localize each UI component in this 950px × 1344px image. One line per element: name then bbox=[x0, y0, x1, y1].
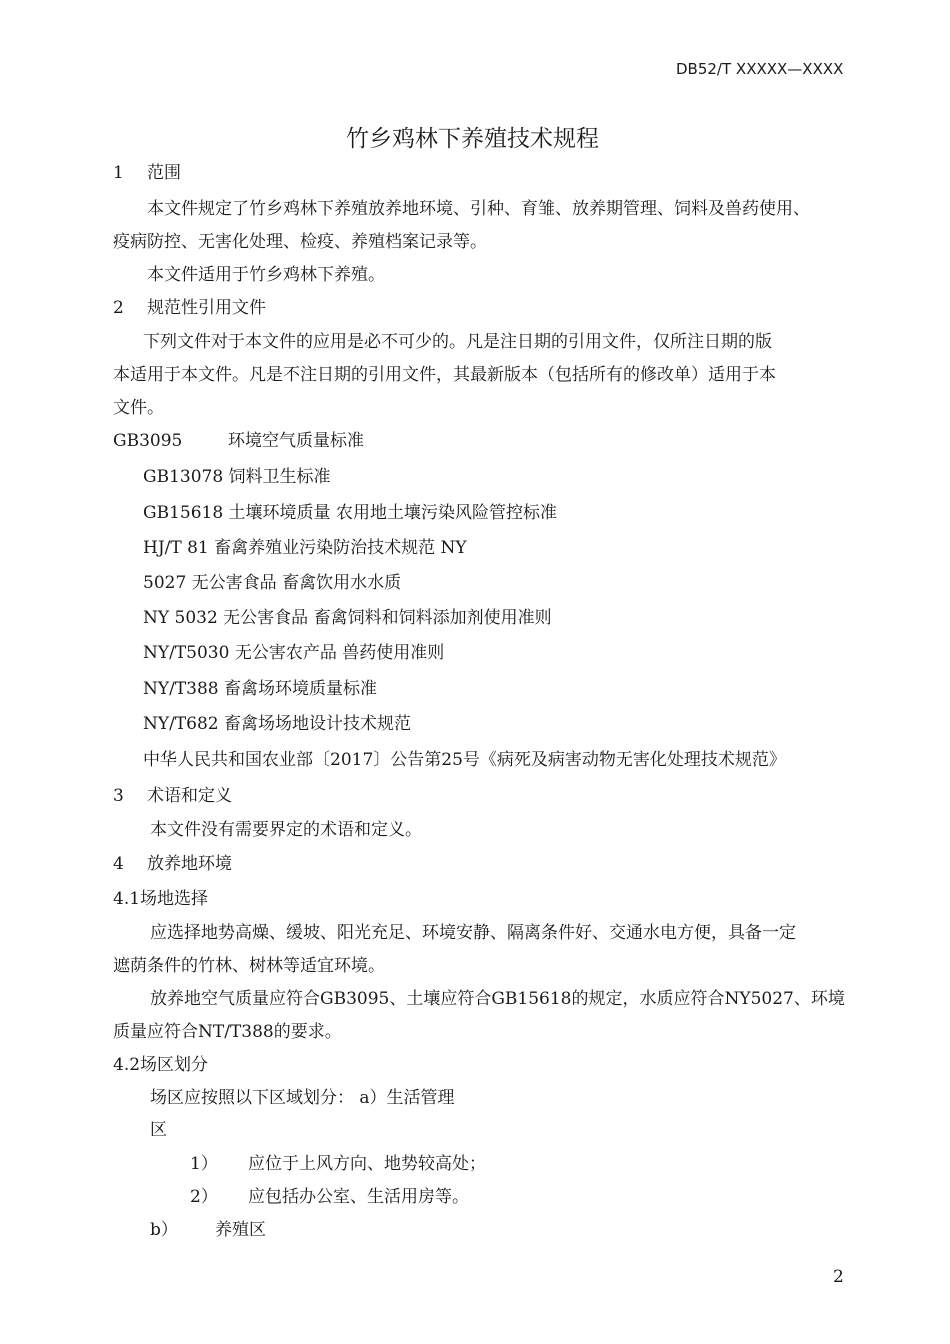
list-item-text: 应位于上风方向、地势较高处； bbox=[248, 1154, 486, 1174]
reference-item: 中华人民共和国农业部〔2017〕公告第25号《病死及病害动物无害化处理技术规范》 bbox=[143, 750, 786, 770]
list-item-text: 养殖区 bbox=[215, 1220, 266, 1240]
reference-item: NY/T388 畜禽场环境质量标准 bbox=[143, 679, 378, 699]
reference-code: GB3095 bbox=[113, 431, 183, 451]
section-2-title: 规范性引用文件 bbox=[147, 298, 266, 318]
list-item-text: 应包括办公室、生活用房等。 bbox=[248, 1187, 469, 1207]
reference-item: NY/T682 畜禽场场地设计技术规范 bbox=[143, 714, 412, 734]
paragraph: 本适用于本文件。凡是不注日期的引用文件，其最新版本（包括所有的修改单）适用于本 bbox=[113, 365, 776, 385]
section-3-number: 3 bbox=[113, 786, 124, 806]
list-item-number: b） bbox=[150, 1220, 178, 1240]
paragraph: 本文件适用于竹乡鸡林下养殖。 bbox=[147, 265, 385, 285]
reference-item: NY 5032 无公害食品 畜禽饲料和饲料添加剂使用准则 bbox=[143, 608, 552, 628]
paragraph: 应选择地势高燥、缓坡、阳光充足、环境安静、隔离条件好、交通水电方便，具备一定 bbox=[150, 923, 796, 943]
list-item-number: 1） bbox=[190, 1154, 218, 1174]
section-3-title: 术语和定义 bbox=[147, 786, 232, 806]
paragraph: 下列文件对于本文件的应用是必不可少的。凡是注日期的引用文件，仅所注日期的版 bbox=[143, 332, 772, 352]
paragraph: 放养地空气质量应符合GB3095、土壤应符合GB15618的规定，水质应符合NY5027、环境 bbox=[150, 989, 845, 1009]
paragraph: 场区应按照以下区域划分： a）生活管理 bbox=[150, 1088, 455, 1108]
paragraph: 文件。 bbox=[113, 398, 164, 418]
document-title: 竹乡鸡林下养殖技术规程 bbox=[346, 126, 599, 152]
paragraph: 遮荫条件的竹林、树林等适宜环境。 bbox=[113, 956, 385, 976]
section-4-number: 4 bbox=[113, 854, 124, 874]
reference-item: NY/T5030 无公害农产品 兽药使用准则 bbox=[143, 643, 445, 663]
paragraph: 本文件没有需要界定的术语和定义。 bbox=[150, 820, 422, 840]
reference-item: GB13078 饲料卫生标准 bbox=[143, 467, 331, 487]
paragraph: 区 bbox=[150, 1120, 167, 1140]
page-number: 2 bbox=[833, 1267, 844, 1287]
subsection-4-1-title: 4.1场地选择 bbox=[113, 889, 209, 909]
page-header-code: DB52/T XXXXX—XXXX bbox=[676, 60, 844, 78]
reference-item: GB15618 土壤环境质量 农用地土壤污染风险管控标准 bbox=[143, 503, 557, 523]
reference-item: 5027 无公害食品 畜禽饮用水水质 bbox=[143, 573, 402, 593]
section-1-title: 范围 bbox=[147, 163, 181, 183]
list-item-number: 2） bbox=[190, 1187, 218, 1207]
paragraph: 质量应符合NT/T388的要求。 bbox=[113, 1022, 342, 1042]
reference-name: 环境空气质量标准 bbox=[228, 431, 364, 451]
section-1-number: 1 bbox=[113, 163, 124, 183]
section-4-title: 放养地环境 bbox=[147, 854, 232, 874]
section-2-number: 2 bbox=[113, 298, 124, 318]
reference-item: HJ/T 81 畜禽养殖业污染防治技术规范 NY bbox=[143, 538, 467, 558]
paragraph: 本文件规定了竹乡鸡林下养殖放养地环境、引种、育雏、放养期管理、饲料及兽药使用、 bbox=[147, 199, 810, 219]
subsection-4-2-title: 4.2场区划分 bbox=[113, 1055, 209, 1075]
paragraph: 疫病防控、无害化处理、检疫、养殖档案记录等。 bbox=[113, 232, 487, 252]
